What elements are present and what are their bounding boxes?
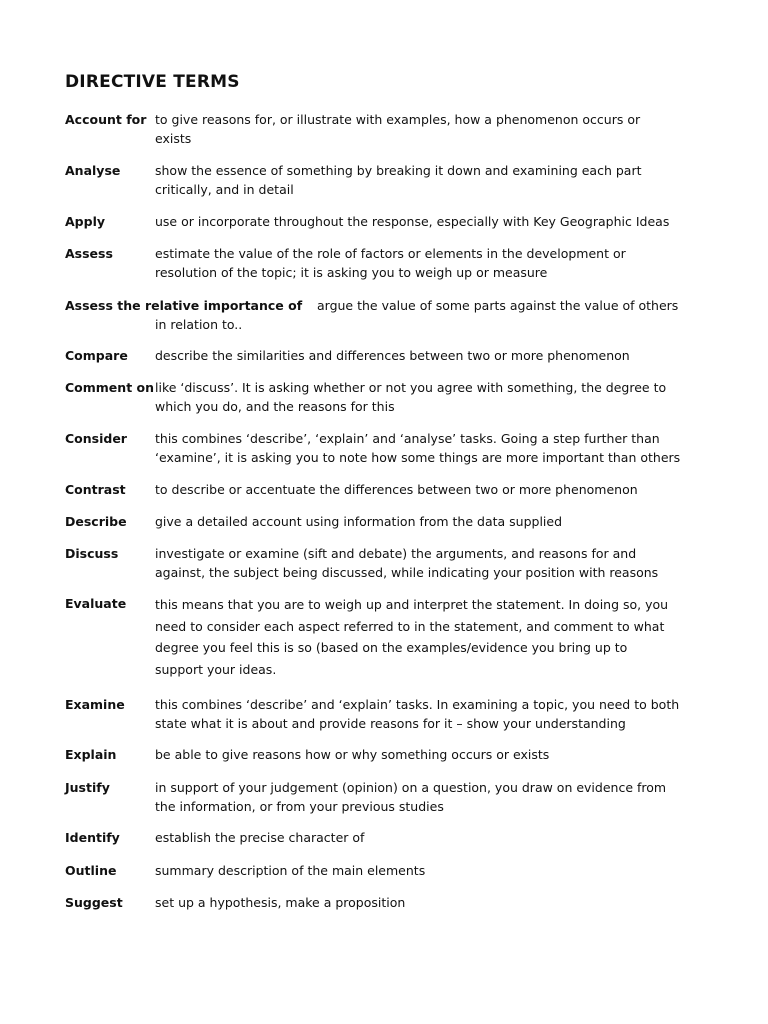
term-definition: to give reasons for, or illustrate with examples, how a phenomenon occurs or exists	[155, 112, 641, 146]
entry-assess-relative-importance	[65, 296, 705, 334]
entry-comment-on	[65, 378, 705, 416]
term-definition: investigate or examine (sift and debate) the arguments, and reasons for and against, the subject being discussed, while indicating your position with reasons	[155, 546, 659, 580]
entry-identify	[65, 828, 705, 847]
term-definition: establish the precise character of	[155, 830, 365, 845]
term-label: Identify	[65, 830, 120, 845]
term-definition: set up a hypothesis, make a proposition	[155, 895, 406, 910]
term-label: Compare	[65, 348, 128, 363]
term-label: Describe	[65, 514, 127, 529]
term-label: Contrast	[65, 482, 126, 497]
term-definition: to describe or accentuate the differences between two or more phenomenon	[155, 482, 638, 497]
term-definition: in support of your judgement (opinion) on a question, you draw on evidence from the information, or from your previous studies	[155, 780, 667, 814]
term-definition: give a detailed account using information from the data supplied	[155, 514, 563, 529]
term-label: Consider	[65, 431, 127, 446]
entry-compare	[65, 346, 705, 365]
entry-discuss	[65, 544, 705, 582]
entry-apply	[65, 212, 705, 231]
entry-describe	[65, 512, 705, 531]
term-label: Apply	[65, 214, 106, 229]
term-definition: this means that you are to weigh up and interpret the statement. In doing so, you need to consider each aspect referred to in the statement, and comment to what degree you feel this is so (based on the examples/evidence you bring up to support your ideas.	[155, 597, 669, 677]
term-definition: like ‘discuss’. It is asking whether or not you agree with something, the degree to which you do, and the reasons for this	[155, 380, 667, 414]
term-label: Evaluate	[65, 596, 127, 611]
term-label: Outline	[65, 863, 117, 878]
term-definition: use or incorporate throughout the response, especially with Key Geographic Ideas	[155, 214, 670, 229]
term-label: Justify	[65, 780, 110, 795]
term-label: Assess	[65, 246, 113, 261]
term-definition: this combines ‘describe’, ‘explain’ and ‘analyse’ tasks. Going a step further than ‘examine’, it is asking you to note how some things are more important than others	[155, 431, 681, 465]
entry-contrast	[65, 480, 705, 499]
entry-account-for	[65, 110, 705, 148]
entry-evaluate	[65, 594, 705, 680]
term-label: Discuss	[65, 546, 119, 561]
entry-justify	[65, 778, 705, 816]
term-definition: summary description of the main elements	[155, 863, 426, 878]
term-label: Examine	[65, 697, 125, 712]
term-label: Explain	[65, 747, 117, 762]
entry-outline	[65, 861, 705, 880]
entry-suggest	[65, 893, 705, 912]
term-definition: be able to give reasons how or why something occurs or exists	[155, 747, 550, 762]
entry-explain	[65, 745, 705, 764]
entry-analyse	[65, 161, 705, 199]
term-label: Comment on	[65, 380, 155, 395]
term-label: Suggest	[65, 895, 123, 910]
term-label: Account for	[65, 112, 147, 127]
term-definition: this combines ‘describe’ and ‘explain’ tasks. In examining a topic, you need to both state what it is about and provide reasons for it – show your understanding	[155, 697, 680, 731]
term-definition: argue the value of some parts against the value of others in relation to..	[155, 298, 679, 332]
term-definition: describe the similarities and differences between two or more phenomenon	[155, 348, 630, 363]
entry-examine	[65, 695, 705, 733]
term-label: Assess the relative importance of	[65, 298, 303, 313]
entry-consider	[65, 429, 705, 467]
term-definition: show the essence of something by breaking it down and examining each part critically, and in detail	[155, 163, 642, 197]
term-label: Analyse	[65, 163, 121, 178]
term-definition: estimate the value of the role of factors or elements in the development or resolution of the topic; it is asking you to weigh up or measure	[155, 246, 626, 280]
entry-assess	[65, 244, 705, 282]
page-title: DIRECTIVE TERMS	[65, 72, 240, 92]
